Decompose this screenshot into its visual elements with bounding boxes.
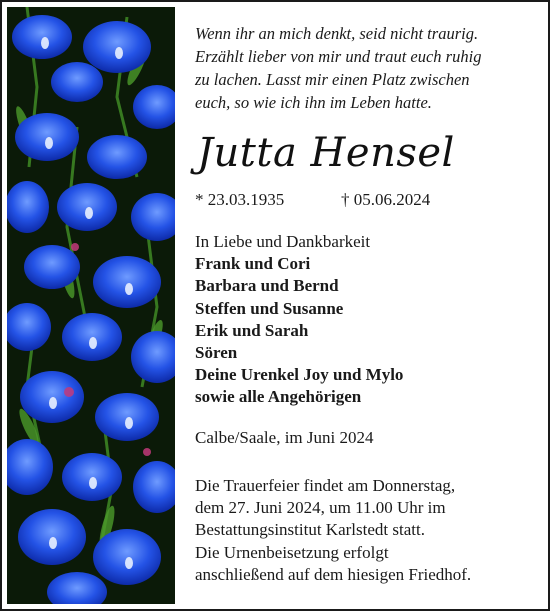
family-member: Barbara und Bernd	[195, 276, 339, 296]
funeral-line: Die Trauerfeier findet am Donnerstag,	[195, 476, 456, 495]
family-member: Frank und Cori	[195, 254, 311, 274]
family-list	[195, 231, 403, 409]
funeral-line: anschließend auf dem hiesigen Friedhof.	[195, 564, 472, 584]
birth-date: * 23.03.1935	[195, 190, 285, 209]
funeral-line: Die Urnenbeisetzung erfolgt	[195, 542, 389, 562]
family-member: Deine Urenkel Joy und Mylo	[195, 365, 404, 385]
poem-line: euch, so wie ich ihn im Leben hatte.	[195, 93, 432, 112]
family-member: Erik und Sarah	[195, 320, 309, 340]
family-member: Steffen und Susanne	[195, 298, 344, 318]
family-member: Sören	[195, 343, 238, 363]
poem	[195, 22, 535, 114]
poem-line: Erzählt lieber von mir und traut euch ruhig	[195, 47, 482, 66]
death-date: † 05.06.2024	[341, 190, 431, 209]
family-intro: In Liebe und Dankbarkeit	[195, 232, 371, 251]
family-member: sowie alle Angehörigen	[195, 387, 362, 407]
poem-line: zu lachen. Lasst mir einen Platz zwischen	[195, 70, 470, 89]
place-date: Calbe/Saale, im Juni 2024	[195, 428, 374, 447]
funeral-info	[195, 475, 471, 586]
funeral-line: dem 27. Juni 2024, um 11.00 Uhr im	[195, 498, 446, 518]
deceased-name: Jutta Hensel	[197, 130, 455, 176]
funeral-line: Bestattungsinstitut Karlstedt statt.	[195, 520, 425, 540]
lobelia-flower-photo	[7, 7, 175, 604]
poem-line: Wenn ihr an mich denkt, seid nicht traurig.	[195, 24, 479, 43]
